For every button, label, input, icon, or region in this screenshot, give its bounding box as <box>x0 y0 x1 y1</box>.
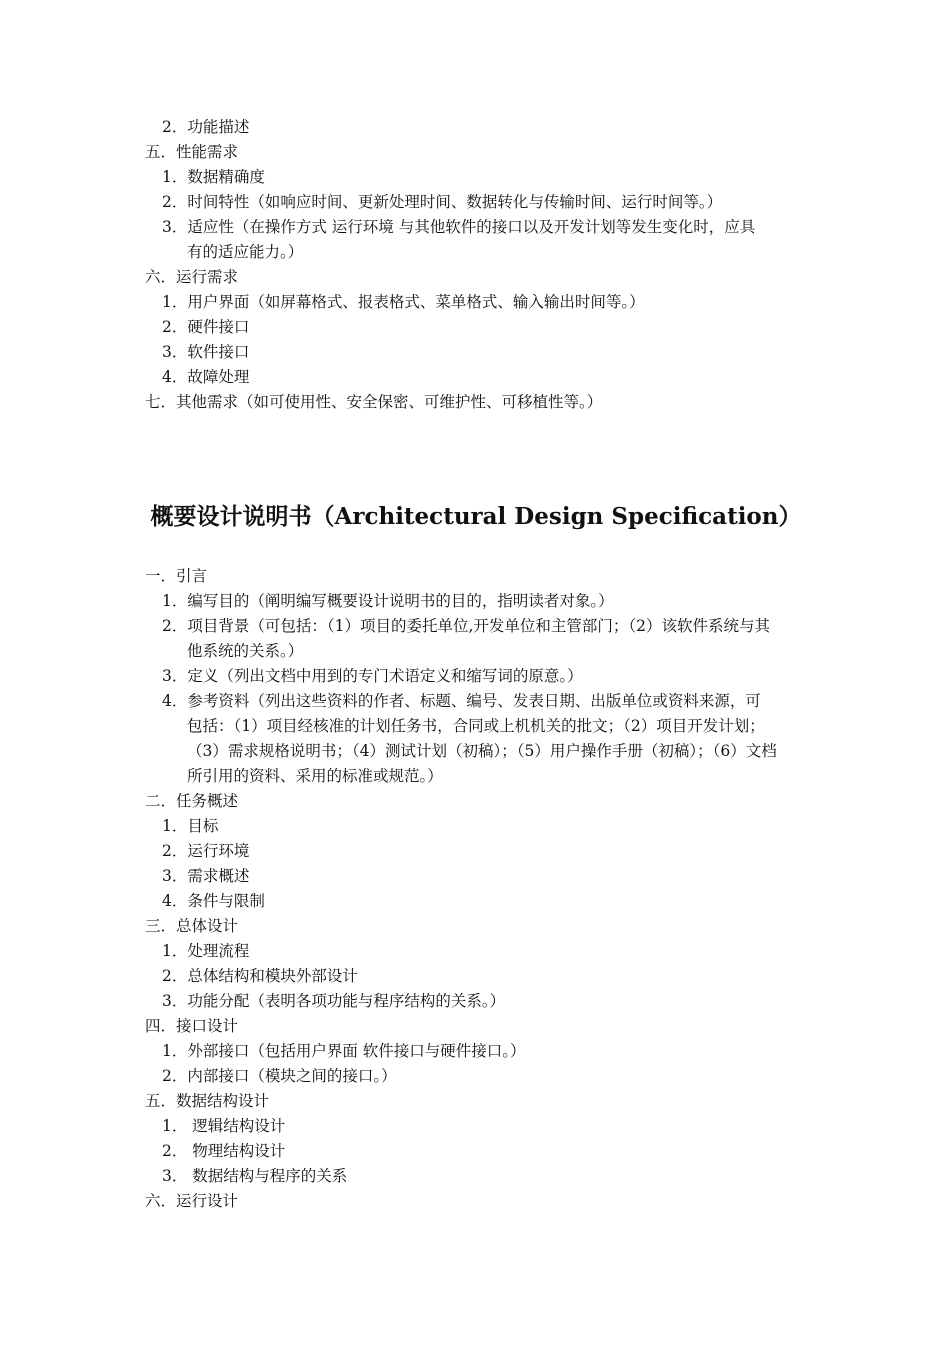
outline-item: 2．时间特性（如响应时间、更新处理时间、数据转化与传输时间、运行时间等。） <box>162 193 723 211</box>
outline-item: 3． 数据结构与程序的关系 <box>162 1167 348 1185</box>
outline-item: 1．处理流程 <box>162 942 250 960</box>
outline-item: 2．项目背景（可包括：（1）项目的委托单位,开发单位和主管部门；（2）该软件系统与其 <box>162 617 771 635</box>
outline-item: 2．功能描述 <box>162 118 250 136</box>
outline-item-continuation: 他系统的关系。） <box>187 642 304 660</box>
outline-item: 1．编写目的（阐明编写概要设计说明书的目的，指明读者对象。） <box>162 592 614 610</box>
outline-item: 3．适应性（在操作方式 运行环境 与其他软件的接口以及开发计划等发生变化时，应具 <box>162 218 756 236</box>
outline-heading: 七．其他需求（如可使用性、安全保密、可维护性、可移植性等。） <box>145 393 603 411</box>
outline-item: 4．故障处理 <box>162 368 250 386</box>
outline-item-continuation: 包括：（1）项目经核准的计划任务书，合同或上机机关的批文；（2）项目开发计划； <box>187 717 765 735</box>
outline-heading: 一．引言 <box>145 567 208 585</box>
outline-heading: 二．任务概述 <box>145 792 239 810</box>
outline-item: 2．运行环境 <box>162 842 250 860</box>
outline-item-continuation: 所引用的资料、采用的标准或规范。） <box>187 767 443 785</box>
outline-item: 3．软件接口 <box>162 343 250 361</box>
outline-item: 1．外部接口（包括用户界面 软件接口与硬件接口。） <box>162 1042 526 1060</box>
outline-item: 3．需求概述 <box>162 867 250 885</box>
outline-heading: 六．运行需求 <box>145 268 239 286</box>
outline-item: 3．定义（列出文档中用到的专门术语定义和缩写词的原意。） <box>162 667 583 685</box>
outline-item-continuation: （3）需求规格说明书；（4）测试计划（初稿）；（5）用户操作手册（初稿）；（6）文档 <box>187 742 777 760</box>
outline-item: 2． 物理结构设计 <box>162 1142 286 1160</box>
outline-item: 1．目标 <box>162 817 219 835</box>
outline-item: 1．用户界面（如屏幕格式、报表格式、菜单格式、输入输出时间等。） <box>162 293 645 311</box>
outline-item: 4．条件与限制 <box>162 892 265 910</box>
outline-heading: 五．性能需求 <box>145 143 239 161</box>
outline-heading: 四．接口设计 <box>145 1017 239 1035</box>
outline-item-continuation: 有的适应能力。） <box>187 243 304 261</box>
outline-heading: 三．总体设计 <box>145 917 239 935</box>
outline-item: 2．总体结构和模块外部设计 <box>162 967 358 985</box>
document-title: 概要设计说明书（Architectural Design Specification） <box>150 503 802 530</box>
outline-item: 2．硬件接口 <box>162 318 250 336</box>
outline-item: 1．数据精确度 <box>162 168 265 186</box>
outline-heading: 六．运行设计 <box>145 1192 239 1210</box>
outline-item: 1． 逻辑结构设计 <box>162 1117 286 1135</box>
outline-heading: 五．数据结构设计 <box>145 1092 270 1110</box>
outline-item: 3．功能分配（表明各项功能与程序结构的关系。） <box>162 992 506 1010</box>
outline-item: 2．内部接口（模块之间的接口。） <box>162 1067 397 1085</box>
outline-item: 4．参考资料（列出这些资料的作者、标题、编号、发表日期、出版单位或资料来源，可 <box>162 692 761 710</box>
